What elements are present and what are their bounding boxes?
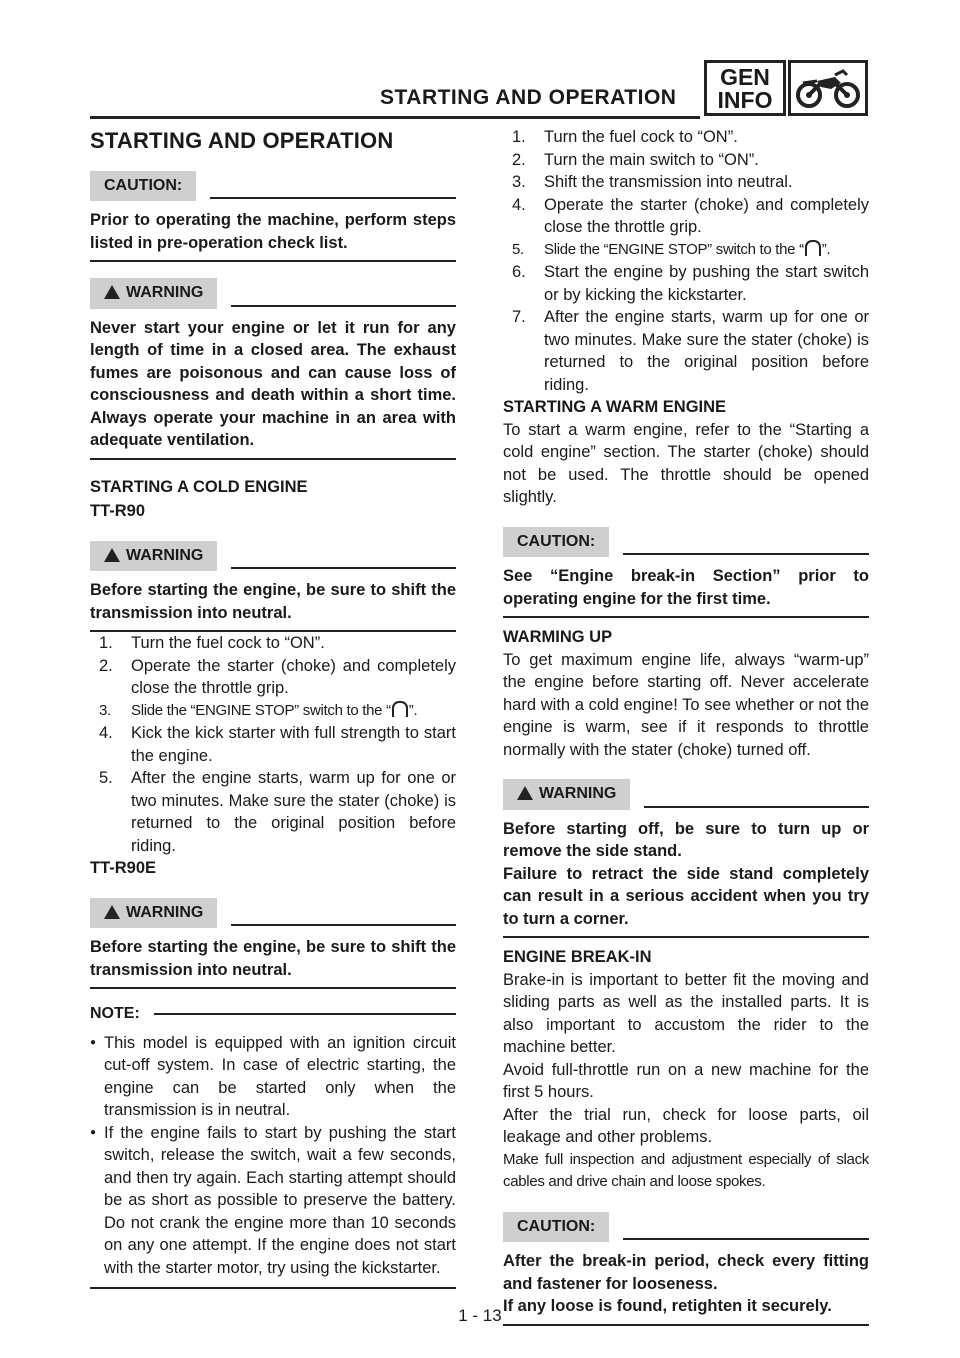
warm-engine-heading: STARTING A WARM ENGINE bbox=[503, 398, 727, 416]
step-text: Turn the main switch to “ON”. bbox=[544, 150, 759, 169]
step-text: After the engine starts, warm up for one or two minutes. Make sure the stater (choke) is returned to the original position before riding. bbox=[544, 308, 869, 394]
ttr90e-heading: TT-R90E bbox=[90, 859, 157, 877]
run-switch-icon bbox=[392, 701, 408, 717]
warning-triangle-icon bbox=[104, 548, 120, 562]
warning-header bbox=[90, 541, 456, 572]
warning-text bbox=[503, 818, 869, 939]
warning-text-line2: Failure to retract the side stand completely can result in a serious accident when you try to turn a corner. bbox=[503, 864, 869, 928]
page-number: 1 - 13 bbox=[458, 1306, 502, 1325]
caution-text-line2: If any loose is found, retighten it securely. bbox=[503, 1297, 832, 1315]
divider bbox=[623, 553, 869, 555]
divider bbox=[623, 1238, 869, 1240]
step-text: After the engine starts, warm up for one or two minutes. Make sure the stater (choke) is returned to the original position before riding. bbox=[131, 769, 456, 855]
note-list bbox=[90, 1032, 456, 1280]
warning-text: Never start your engine or let it run for any length of time in a closed area. The exhaust fumes are poisonous and can cause loss of consciousness and death within a short time. Always operate your machine in an area with adequate ventilation. bbox=[90, 317, 456, 460]
step-number: 1. bbox=[99, 634, 113, 652]
warning-label bbox=[503, 779, 630, 810]
step-number: 2. bbox=[99, 656, 113, 675]
list-item: ● If the engine fails to start by pushing the start switch, release the switch, wait a few seconds, and then try again. Each starting attempt should be as short as possible to preserve the battery. Do not crank the engine more than 10 seconds on any one attempt. If the engine does not start with the starter motor, try using the kickstarter. bbox=[90, 1122, 456, 1280]
warning-triangle-icon bbox=[517, 786, 533, 800]
list-item bbox=[503, 261, 869, 306]
header-rule bbox=[90, 116, 700, 119]
warning-triangle-icon bbox=[104, 905, 120, 919]
warming-up-heading: WARMING UP bbox=[503, 628, 613, 646]
caution-label: CAUTION: bbox=[503, 527, 609, 558]
step-text: Slide the “ENGINE STOP” switch to the “ bbox=[131, 701, 391, 719]
section-title: STARTING AND OPERATION bbox=[90, 128, 394, 153]
break-in-para: Brake-in is important to better fit the moving and sliding parts as well as the installed parts. It is also important to accustom the rider to the machine better. bbox=[503, 970, 869, 1056]
step-number: 4. bbox=[99, 724, 113, 742]
list-item bbox=[90, 700, 456, 723]
warning-label-text: WARNING bbox=[126, 546, 204, 564]
list-item bbox=[503, 194, 869, 239]
warning-label-text: WARNING bbox=[539, 785, 617, 802]
ttr90-heading: TT-R90 bbox=[90, 502, 146, 520]
ttr90-steps bbox=[90, 632, 456, 857]
step-number: 5. bbox=[512, 240, 524, 258]
motorcycle-icon bbox=[788, 60, 868, 116]
step-text: Operate the starter (choke) and completely close the throttle grip. bbox=[544, 195, 869, 236]
ttr90e-steps bbox=[503, 126, 869, 396]
break-in-para: Make full inspection and adjustment especially of slack cables and drive chain and loose spokes. bbox=[503, 1150, 869, 1190]
warning-label bbox=[90, 278, 217, 309]
list-item bbox=[90, 632, 456, 655]
gen-info-line2: INFO bbox=[717, 87, 773, 113]
caution-header bbox=[90, 171, 456, 202]
list-item bbox=[90, 655, 456, 700]
caution-header bbox=[503, 1212, 869, 1243]
step-number: 1. bbox=[512, 128, 526, 146]
right-column bbox=[503, 126, 869, 1326]
warning-label-text: WARNING bbox=[126, 903, 204, 921]
list-item: ● This model is equipped with an ignition circuit cut-off system. In case of electric starting, the engine can be started only when the transmission is in neutral. bbox=[90, 1032, 456, 1122]
divider bbox=[154, 1013, 456, 1015]
caution-label: CAUTION: bbox=[503, 1212, 609, 1243]
step-text: Shift the transmission into neutral. bbox=[544, 173, 793, 191]
caution-header bbox=[503, 527, 869, 558]
list-item bbox=[90, 722, 456, 767]
break-in-heading: ENGINE BREAK-IN bbox=[503, 948, 652, 966]
caution-label: CAUTION: bbox=[90, 171, 196, 202]
caution-text: See “Engine break-in Section” prior to operating engine for the first time. bbox=[503, 565, 869, 618]
divider bbox=[231, 305, 456, 307]
left-column bbox=[90, 128, 456, 1289]
step-number: 3. bbox=[512, 173, 526, 191]
divider bbox=[231, 924, 456, 926]
cold-engine-heading: STARTING A COLD ENGINE bbox=[90, 477, 308, 496]
list-item bbox=[503, 171, 869, 194]
step-text: Turn the fuel cock to “ON”. bbox=[544, 128, 738, 146]
note-header bbox=[90, 1003, 456, 1026]
step-text: Kick the kick starter with full strength to start the engine. bbox=[131, 724, 456, 765]
step-number: 2. bbox=[512, 150, 526, 169]
warning-label bbox=[90, 898, 217, 929]
divider bbox=[644, 806, 869, 808]
warning-label-text: WARNING bbox=[126, 284, 204, 301]
step-text: Turn the fuel cock to “ON”. bbox=[131, 634, 325, 652]
warning-header bbox=[90, 898, 456, 929]
run-switch-icon bbox=[805, 240, 821, 256]
list-item bbox=[503, 126, 869, 149]
warning-header bbox=[503, 779, 869, 810]
warming-up-text: To get maximum engine life, always “warm-up” the engine before starting off. Never accelerate hard with a cold engine! To see whether or not the engine is warm, see if it responds to throttle normally with the stater (choke) turned off. bbox=[503, 650, 869, 759]
warning-triangle-icon bbox=[104, 285, 120, 299]
list-item bbox=[503, 149, 869, 172]
step-number: 4. bbox=[512, 195, 526, 214]
note-label: NOTE: bbox=[90, 1005, 140, 1022]
divider bbox=[231, 567, 456, 569]
step-text-end: ”. bbox=[821, 240, 831, 258]
break-in-para: After the trial run, check for loose parts, oil leakage and other problems. bbox=[503, 1105, 869, 1146]
list-item bbox=[503, 239, 869, 262]
step-text: Slide the “ENGINE STOP” switch to the “ bbox=[544, 240, 804, 258]
step-text-end: ”. bbox=[408, 701, 418, 719]
warning-text: Before starting the engine, be sure to shift the transmission into neutral. bbox=[90, 579, 456, 632]
step-number: 7. bbox=[512, 308, 526, 326]
step-number: 3. bbox=[99, 701, 111, 719]
step-number: 5. bbox=[99, 769, 113, 787]
gen-info-line1: GEN bbox=[720, 64, 770, 90]
list-item bbox=[503, 306, 869, 396]
header-title: STARTING AND OPERATION bbox=[380, 86, 677, 109]
gen-info-badge bbox=[704, 60, 786, 116]
divider bbox=[210, 197, 456, 199]
step-text: Start the engine by pushing the start switch or by kicking the kickstarter. bbox=[544, 263, 869, 304]
warning-header bbox=[90, 278, 456, 309]
note-end-rule bbox=[90, 1287, 456, 1289]
caution-text: Prior to operating the machine, perform steps listed in pre-operation check list. bbox=[90, 209, 456, 262]
break-in-para: Avoid full-throttle run on a new machine for the first 5 hours. bbox=[503, 1060, 869, 1101]
warning-text: Before starting the engine, be sure to shift the transmission into neutral. bbox=[90, 936, 456, 989]
step-text: Operate the starter (choke) and completely close the throttle grip. bbox=[131, 656, 456, 697]
list-item bbox=[90, 767, 456, 857]
warm-engine-text: To start a warm engine, refer to the “Starting a cold engine” section. The starter (choke) should not be used. The throttle should be opened slightly. bbox=[503, 420, 869, 506]
step-number: 6. bbox=[512, 263, 526, 281]
warning-text-line1: Before starting off, be sure to turn up or remove the side stand. bbox=[503, 819, 869, 860]
warning-label bbox=[90, 541, 217, 572]
caution-text-line1: After the break-in period, check every fitting and fastener for looseness. bbox=[503, 1252, 869, 1293]
